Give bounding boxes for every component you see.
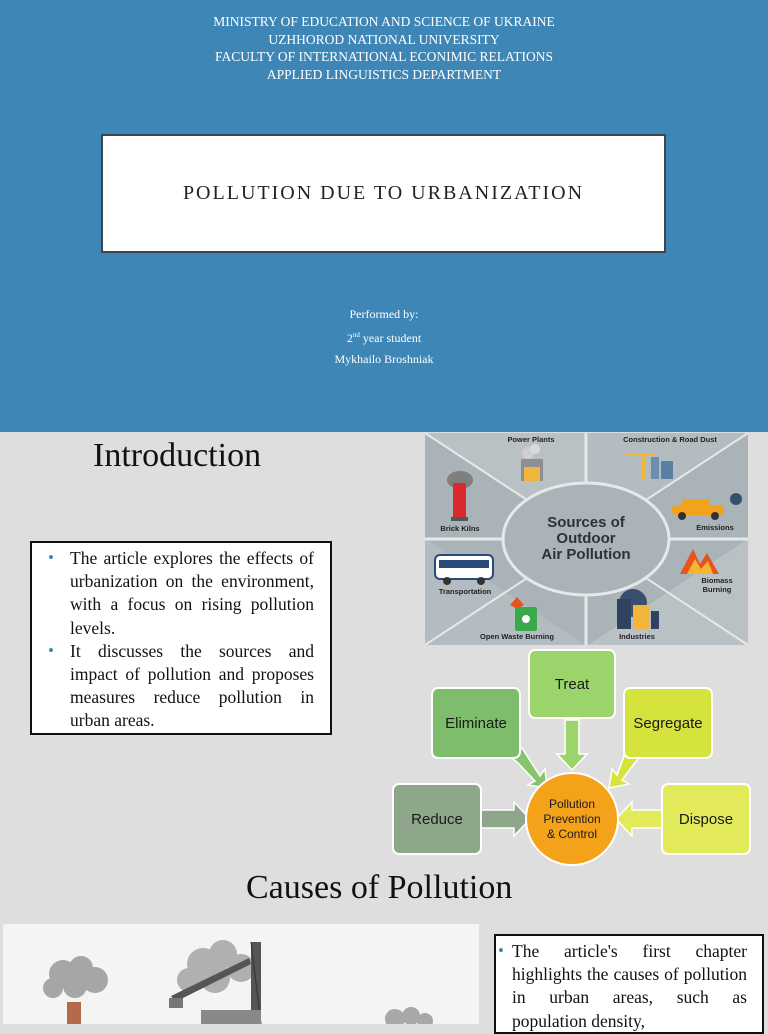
causes-of-pollution-title: Causes of Pollution bbox=[246, 869, 513, 906]
student-year-suffix: nd bbox=[352, 331, 360, 339]
control-center-line-1: Pollution bbox=[548, 797, 596, 811]
introduction-text-box bbox=[30, 541, 332, 735]
causes-bullet-1: • The article's first chapter highlights the causes of pollution in urban areas, such as population density, bbox=[496, 940, 747, 1033]
sources-center-line-2: Outdoor bbox=[556, 530, 616, 547]
treat-step: Treat bbox=[554, 676, 590, 693]
pollution-control-diagram bbox=[392, 648, 752, 866]
dispose-step: Dispose bbox=[678, 811, 734, 828]
reduce-step: Reduce bbox=[411, 811, 463, 828]
control-center-line-3: & Control bbox=[546, 827, 598, 841]
industrial-pollution-illustration bbox=[3, 924, 479, 1024]
label-biomass-2: Burning bbox=[702, 585, 732, 594]
power-plant-icon bbox=[521, 444, 543, 481]
introduction-title: Introduction bbox=[93, 437, 262, 474]
sources-center-line-1: Sources of bbox=[547, 514, 625, 531]
label-open-waste: Open Waste Burning bbox=[480, 632, 554, 641]
author-name: Mykhailo Broshniak bbox=[334, 352, 434, 366]
university-line: UZHHOROD NATIONAL UNIVERSITY bbox=[268, 31, 500, 47]
student-year-label: year student bbox=[359, 331, 422, 345]
control-center-line-2: Prevention bbox=[543, 812, 601, 826]
title-slide bbox=[0, 0, 768, 432]
student-year-number: 2 bbox=[346, 331, 353, 345]
institution-header bbox=[0, 13, 768, 83]
title-box bbox=[101, 134, 666, 253]
sources-center-line-3: Air Pollution bbox=[541, 546, 631, 563]
label-power-plants: Power Plants bbox=[507, 435, 555, 444]
author-block bbox=[0, 304, 768, 370]
ministry-line: MINISTRY OF EDUCATION AND SCIENCE OF UKRAINE bbox=[213, 14, 555, 29]
label-emissions: Emissions bbox=[696, 523, 734, 532]
faculty-line: FACULTY OF INTERNATIONAL ECONIMIC RELATIONS bbox=[215, 49, 553, 64]
student-year bbox=[0, 325, 768, 349]
label-industries: Industries bbox=[619, 632, 655, 641]
presentation-title: POLLUTION DUE TO URBANIZATION bbox=[182, 182, 585, 204]
causes-text-box bbox=[494, 934, 764, 1034]
performed-by-label: Performed by: bbox=[349, 307, 419, 321]
label-biomass-1: Biomass bbox=[701, 576, 733, 585]
sources-of-air-pollution-diagram bbox=[425, 433, 748, 645]
label-transportation: Transportation bbox=[438, 587, 492, 596]
label-construction: Construction & Road Dust bbox=[623, 435, 717, 444]
intro-bullet-1: • The article explores the effects of urbanization on the environment, with a focus on rising pollution levels. bbox=[32, 547, 314, 640]
eliminate-step: Eliminate bbox=[445, 715, 507, 732]
label-brick-kilns: Brick Kilns bbox=[440, 524, 480, 533]
segregate-step: Segregate bbox=[633, 715, 703, 732]
intro-bullet-2: • It discusses the sources and impact of pollution and proposes measures reduce pollution in urban areas. bbox=[32, 640, 314, 733]
department-line: APPLIED LINGUISTICS DEPARTMENT bbox=[266, 66, 502, 82]
